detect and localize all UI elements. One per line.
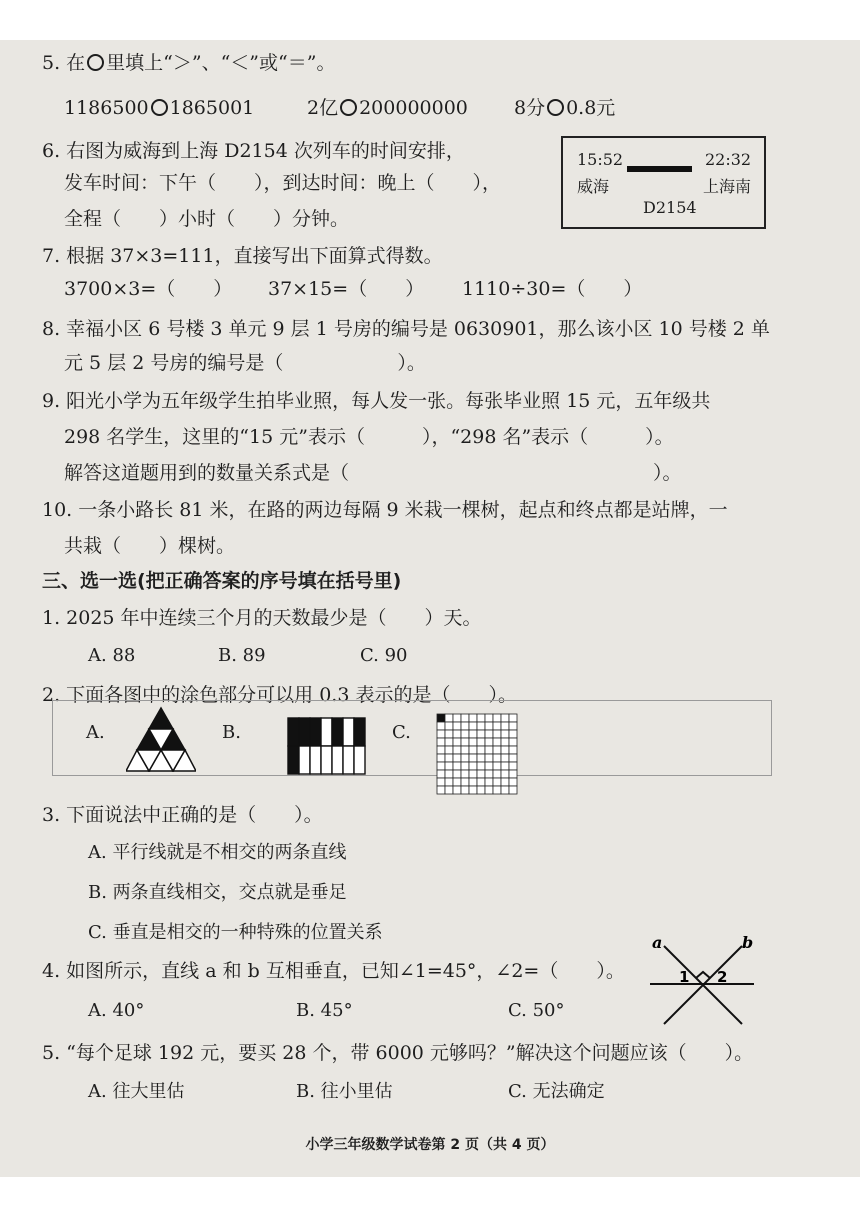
- strip-cell: [321, 746, 332, 774]
- grid-cell: [445, 714, 453, 722]
- grid-cell: [437, 762, 445, 770]
- grid-cell: [509, 778, 517, 786]
- grid-cell: [485, 778, 493, 786]
- q5-item-3-left: 8分: [514, 97, 546, 119]
- strip-cell: [288, 718, 299, 746]
- page-footer: 小学三年级数学试卷第 2 页（共 4 页）: [305, 1137, 555, 1153]
- section-3-title: 三、选一选(把正确答案的序号填在括号里): [42, 570, 402, 592]
- grid-cell: [437, 738, 445, 746]
- q9-line-3: 解答这道题用到的数量关系式是（ ）。: [64, 462, 682, 484]
- grid-cell: [469, 754, 477, 762]
- q5-item-1-right: 1865001: [169, 97, 255, 119]
- grid-cell: [469, 714, 477, 722]
- grid-cell: [469, 778, 477, 786]
- grid-cell: [445, 754, 453, 762]
- grid-cell: [445, 730, 453, 738]
- circle-icon[interactable]: [547, 99, 564, 116]
- grid-cell: [437, 770, 445, 778]
- strip-cell: [310, 746, 321, 774]
- q5-title-tail: 里填上“＞”、“＜”或“＝”。: [106, 52, 336, 74]
- q7-item-1: 3700×3=（ ）: [64, 278, 233, 300]
- grid-cell: [453, 770, 461, 778]
- strip-cell: [332, 718, 343, 746]
- c5-option-a[interactable]: A. 往大里估: [88, 1081, 185, 1102]
- grid-cell: [461, 722, 469, 730]
- c2-option-b[interactable]: B.: [222, 722, 241, 743]
- grid-cell: [501, 786, 509, 794]
- grid-cell: [485, 730, 493, 738]
- c4-option-a[interactable]: A. 40°: [88, 1000, 145, 1021]
- q10-line-2: 共栽（ ）棵树。: [64, 535, 236, 557]
- grid-cell: [509, 786, 517, 794]
- c3-option-b[interactable]: B. 两条直线相交，交点就是垂足: [88, 882, 347, 903]
- c1-stem: 1. 2025 年中连续三个月的天数最少是（ ）天。: [42, 607, 482, 629]
- strip-cell: [321, 718, 332, 746]
- strip-figure-icon: [286, 717, 368, 775]
- grid-cell: [453, 746, 461, 754]
- q6-line-3: 全程（ ）小时（ ）分钟。: [64, 208, 350, 230]
- grid-cell: [493, 778, 501, 786]
- q7-line-1: 7. 根据 37×3=111，直接写出下面算式得数。: [42, 245, 443, 267]
- grid-cell: [469, 722, 477, 730]
- c2-stem: 2. 下面各图中的涂色部分可以用 0.3 表示的是（ ）。: [42, 684, 517, 706]
- grid-cell: [493, 746, 501, 754]
- c4-stem: 4. 如图所示，直线 a 和 b 互相垂直，已知∠1=45°，∠2=（ ）。: [42, 960, 625, 982]
- grid-cell: [477, 754, 485, 762]
- c2-option-c[interactable]: C.: [392, 722, 411, 743]
- label-b: b: [742, 933, 754, 952]
- grid-cell: [477, 762, 485, 770]
- grid-cell: [493, 730, 501, 738]
- depart-station: 威海: [577, 177, 610, 196]
- grid-cell: [509, 746, 517, 754]
- strip-cell: [354, 718, 365, 746]
- grid-cell: [501, 762, 509, 770]
- angle-2-label: 2: [717, 968, 728, 986]
- grid-cell: [469, 762, 477, 770]
- grid-cell: [501, 746, 509, 754]
- train-schedule-box: [561, 136, 766, 229]
- grid-cell: [461, 714, 469, 722]
- grid-cell: [501, 738, 509, 746]
- c4-option-c[interactable]: C. 50°: [508, 1000, 565, 1021]
- grid-cell: [501, 778, 509, 786]
- q5-item-1-left: 1186500: [64, 97, 149, 119]
- grid-cell: [453, 738, 461, 746]
- q6-line-2: 发车时间：下午（ ），到达时间：晚上（ ），: [64, 172, 502, 194]
- grid-cell: [445, 738, 453, 746]
- grid-cell: [469, 786, 477, 794]
- grid-cell: [477, 778, 485, 786]
- grid-cell: [485, 762, 493, 770]
- q5-item-2-left: 2亿: [307, 97, 339, 119]
- grid-cell: [477, 786, 485, 794]
- arrive-time: 22:32: [705, 150, 752, 169]
- triangle-figure-icon: [126, 706, 196, 772]
- grid-cell: [437, 714, 445, 722]
- grid-cell: [493, 754, 501, 762]
- grid-cell: [509, 762, 517, 770]
- grid-cell: [501, 722, 509, 730]
- c3-stem: 3. 下面说法中正确的是（ ）。: [42, 804, 323, 826]
- grid-cell: [477, 730, 485, 738]
- grid-cell: [445, 778, 453, 786]
- grid-cell: [509, 730, 517, 738]
- grid-cell: [461, 778, 469, 786]
- angle-1-label: 1: [679, 968, 690, 986]
- grid-cell: [485, 770, 493, 778]
- c1-option-a[interactable]: A. 88: [88, 645, 136, 666]
- grid-cell: [461, 754, 469, 762]
- grid-cell: [453, 786, 461, 794]
- grid-cell: [453, 730, 461, 738]
- c3-option-c[interactable]: C. 垂直是相交的一种特殊的位置关系: [88, 922, 383, 943]
- train-number: D2154: [643, 198, 697, 217]
- strip-cell: [354, 746, 365, 774]
- grid-cell: [461, 762, 469, 770]
- arrive-station: 上海南: [703, 177, 752, 196]
- grid-cell: [477, 738, 485, 746]
- grid-cell: [453, 762, 461, 770]
- grid-cell: [461, 746, 469, 754]
- q10-line-1: 10. 一条小路长 81 米，在路的两边每隔 9 米栽一棵树，起点和终点都是站牌，一: [42, 499, 728, 521]
- strip-cell: [288, 746, 299, 774]
- c5-option-b[interactable]: B. 往小里估: [296, 1081, 393, 1102]
- q8-line-1: 8. 幸福小区 6 号楼 3 单元 9 层 1 号房的编号是 0630901，那么该小区 10 号楼 2 单: [42, 318, 770, 340]
- grid-cell: [453, 722, 461, 730]
- grid-cell: [469, 770, 477, 778]
- c5-stem: 5. “每个足球 192 元，要买 28 个，带 6000 元够吗？”解决这个问题应该（ ）。: [42, 1042, 754, 1064]
- grid-cell: [485, 754, 493, 762]
- grid-cell: [509, 738, 517, 746]
- grid-cell: [477, 722, 485, 730]
- grid-cell: [445, 722, 453, 730]
- grid-cell: [453, 754, 461, 762]
- grid-cell: [469, 730, 477, 738]
- q7-item-3: 1110÷30=（ ）: [462, 278, 643, 300]
- grid-cell: [493, 762, 501, 770]
- c3-option-a[interactable]: A. 平行线就是不相交的两条直线: [88, 842, 347, 863]
- strip-cell: [332, 746, 343, 774]
- grid-cell: [461, 730, 469, 738]
- grid-cell: [493, 770, 501, 778]
- q9-line-2: 298 名学生，这里的“15 元”表示（ ），“298 名”表示（ ）。: [64, 426, 674, 448]
- train-route-bar: [627, 166, 692, 172]
- q8-line-2: 元 5 层 2 号房的编号是（ ）。: [64, 352, 426, 374]
- label-a: a: [652, 933, 663, 952]
- grid-cell: [501, 714, 509, 722]
- grid-cell: [437, 746, 445, 754]
- strip-cell: [299, 718, 310, 746]
- grid-cell: [509, 754, 517, 762]
- grid-cell: [485, 786, 493, 794]
- grid-cell: [453, 778, 461, 786]
- grid-cell: [509, 714, 517, 722]
- grid-cell: [445, 762, 453, 770]
- grid-cell: [461, 738, 469, 746]
- q5-title-head: 5. 在: [42, 52, 86, 74]
- circle-icon[interactable]: [151, 99, 168, 116]
- grid-cell: [501, 754, 509, 762]
- grid-cell: [437, 786, 445, 794]
- perpendicular-lines-figure-icon: [646, 932, 758, 1028]
- grid-cell: [453, 714, 461, 722]
- q6-line-1: 6. 右图为威海到上海 D2154 次列车的时间安排，: [42, 140, 465, 162]
- grid-cell: [437, 730, 445, 738]
- strip-cell: [310, 718, 321, 746]
- q5-item-1: [64, 95, 254, 121]
- q7-item-2: 37×15=（ ）: [268, 278, 425, 300]
- strip-cell: [343, 718, 354, 746]
- grid-cell: [477, 746, 485, 754]
- grid-cell: [437, 722, 445, 730]
- grid-cell: [501, 770, 509, 778]
- grid-cell: [469, 746, 477, 754]
- grid-cell: [485, 722, 493, 730]
- grid-cell: [477, 770, 485, 778]
- grid-cell: [509, 722, 517, 730]
- strip-cell: [343, 746, 354, 774]
- c4-option-b[interactable]: B. 45°: [296, 1000, 353, 1021]
- grid-cell: [461, 770, 469, 778]
- grid-cell: [445, 786, 453, 794]
- grid-cell: [485, 746, 493, 754]
- grid-cell: [493, 786, 501, 794]
- q5-item-3: [514, 95, 615, 121]
- depart-time: 15:52: [577, 150, 624, 169]
- q5-item-2-right: 200000000: [359, 97, 468, 119]
- grid-cell: [477, 714, 485, 722]
- q5-item-3-right: 0.8元: [566, 97, 616, 119]
- grid-cell: [493, 714, 501, 722]
- c1-option-c[interactable]: C. 90: [360, 645, 408, 666]
- grid-cell: [493, 722, 501, 730]
- grid-cell: [445, 746, 453, 754]
- grid-cell: [437, 754, 445, 762]
- grid-cell: [461, 786, 469, 794]
- q9-line-1: 9. 阳光小学为五年级学生拍毕业照，每人发一张。每张毕业照 15 元，五年级共: [42, 390, 711, 412]
- c1-option-b[interactable]: B. 89: [218, 645, 266, 666]
- grid-cell: [485, 738, 493, 746]
- circle-icon[interactable]: [340, 99, 357, 116]
- grid-cell: [501, 730, 509, 738]
- q5-item-2: [307, 95, 468, 121]
- grid-cell: [445, 770, 453, 778]
- grid-cell: [493, 738, 501, 746]
- grid-cell: [509, 770, 517, 778]
- grid-cell: [469, 738, 477, 746]
- c2-option-a[interactable]: A.: [86, 722, 105, 743]
- c5-option-c[interactable]: C. 无法确定: [508, 1081, 605, 1102]
- circle-icon: [87, 54, 104, 71]
- grid-cell: [437, 778, 445, 786]
- strip-cell: [299, 746, 310, 774]
- hundred-grid-icon: [436, 713, 520, 797]
- grid-cell: [485, 714, 493, 722]
- q5-title: [42, 50, 335, 76]
